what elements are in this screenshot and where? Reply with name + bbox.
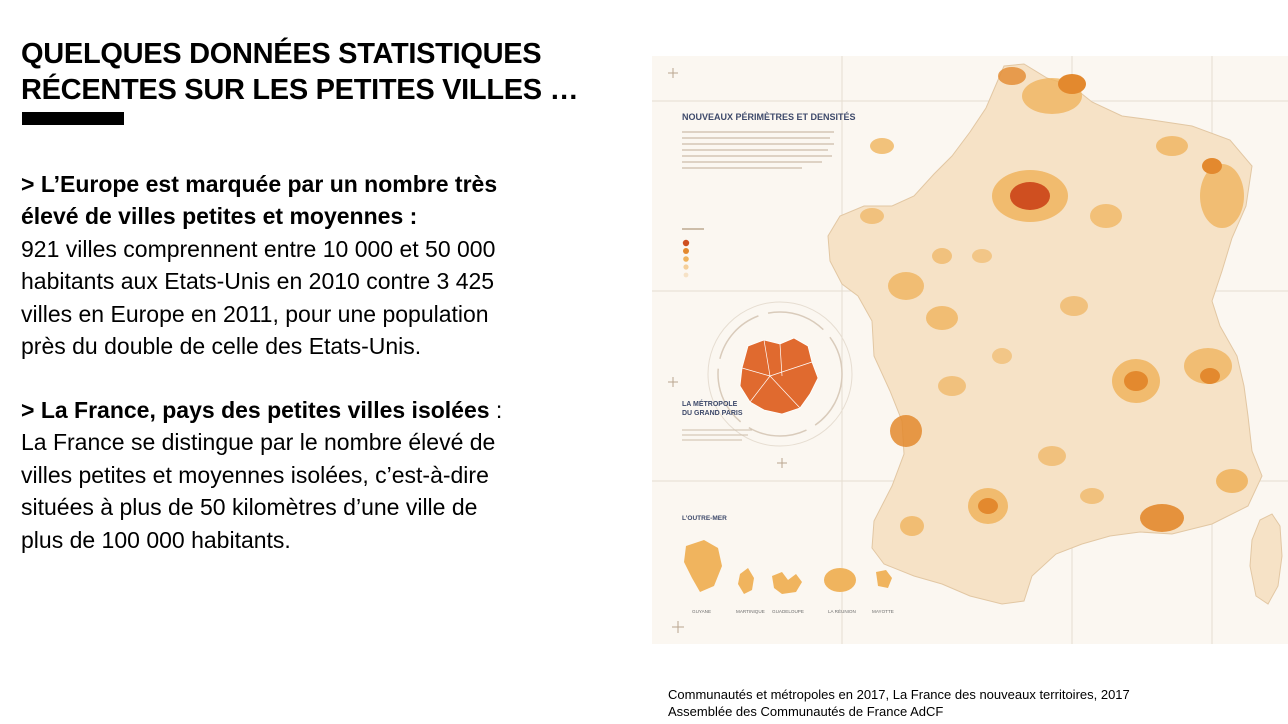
density-legend <box>682 228 704 277</box>
overseas-label-guadeloupe: GUADELOUPE <box>772 609 804 614</box>
grand-paris-title-line-1: LA MÉTROPOLE <box>682 401 738 408</box>
section-europe-lead-line-2: élevé de villes petites et moyennes : <box>21 203 418 230</box>
overseas-mayotte-shape <box>876 570 892 588</box>
overseas-label-guyane: GUYANE <box>692 609 712 614</box>
map-heading-paragraph <box>682 132 834 168</box>
france-map-svg <box>652 56 1288 644</box>
slide-title <box>21 36 621 108</box>
map-caption-line-2: Assemblée des Communautés de France AdCF <box>668 704 944 719</box>
map-heading: NOUVEAUX PÉRIMÈTRES ET DENSITÉS <box>682 112 856 122</box>
slide-title-line-2: RÉCENTES SUR LES PETITES VILLES … <box>21 74 579 106</box>
corsica-shape <box>1250 514 1282 604</box>
section-france-body-line-1: La France se distingue par le nombre élevé de <box>21 429 496 456</box>
section-europe-body <box>21 233 601 363</box>
map-caption-line-1: Communautés et métropoles en 2017, La France des nouveaux territoires, 2017 <box>668 687 1130 702</box>
section-europe-body-line-1: 921 villes comprennent entre 10 000 et 50 000 <box>21 235 496 262</box>
grand-paris-title-line-2: DU GRAND PARIS <box>682 410 743 417</box>
title-underline-bar <box>22 112 124 125</box>
overseas-reunion-shape <box>824 568 856 592</box>
map-caption <box>668 686 1268 720</box>
section-france-lead <box>21 394 601 426</box>
section-europe-lead <box>21 168 601 233</box>
section-europe-body-line-3: villes en Europe en 2011, pour une population <box>21 300 489 327</box>
slide-title-line-1: QUELQUES DONNÉES STATISTIQUES <box>21 38 542 70</box>
overseas-label-martinique: MARTINIQUE <box>736 609 765 614</box>
overseas-guyane-shape <box>684 540 722 592</box>
overseas-label-reunion: LA RÉUNION <box>828 609 856 614</box>
section-europe-body-line-2: habitants aux Etats-Unis en 2010 contre 3 425 <box>21 268 495 295</box>
france-density-map <box>652 56 1288 644</box>
section-europe-body-line-4: près du double de celle des Etats-Unis. <box>21 333 422 360</box>
overseas-heading: L’OUTRE-MER <box>682 515 727 522</box>
overseas-label-mayotte: MAYOTTE <box>872 609 894 614</box>
section-france-lead-text: > La France, pays des petites villes isolées <box>21 397 490 423</box>
section-france-body <box>21 426 601 556</box>
grand-paris-inset <box>682 302 852 446</box>
overseas-martinique-shape <box>738 568 754 594</box>
section-france-body-line-2: villes petites et moyennes isolées, c’est-à-dire <box>21 461 489 488</box>
overseas-guadeloupe-shape <box>772 572 802 594</box>
section-france <box>21 394 601 556</box>
section-france-lead-suffix: : <box>489 397 503 423</box>
section-france-body-line-3: situées à plus de 50 kilomètres d’une ville de <box>21 494 478 521</box>
section-france-body-line-4: plus de 100 000 habitants. <box>21 526 291 553</box>
section-europe-lead-line-1: > L’Europe est marquée par un nombre très <box>21 171 498 197</box>
section-europe <box>21 168 601 362</box>
overseas-section <box>682 515 894 614</box>
